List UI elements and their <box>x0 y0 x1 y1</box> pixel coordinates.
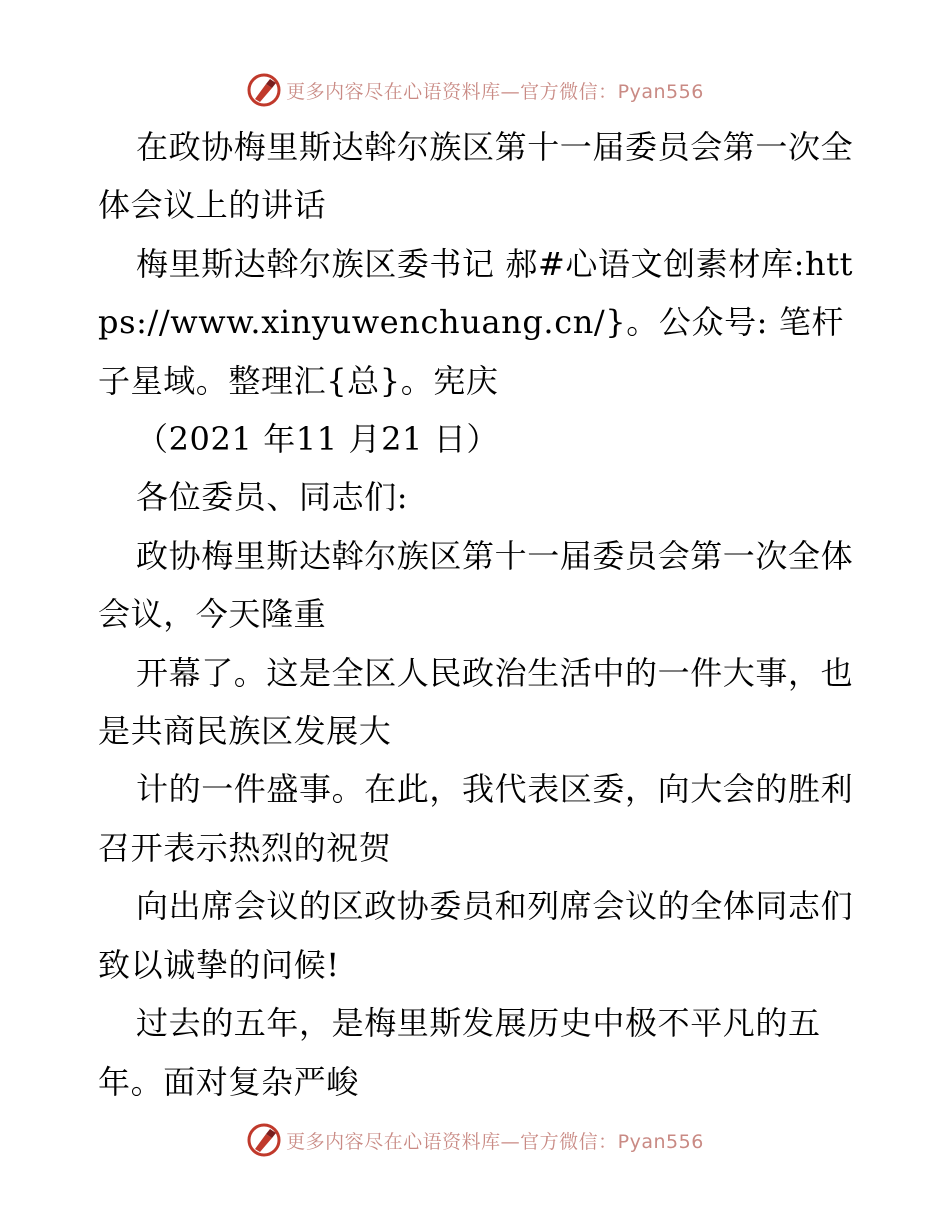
author-line-1: 梅里斯达斡尔族区委书记 郝#心语文创素材库: <box>136 244 805 283</box>
author-line <box>98 235 858 410</box>
paragraph-3-line-2: 利召开表示热烈的祝贺 <box>98 770 854 867</box>
paragraph-4-line-1: 向出席会议的区政协委员和列席会议的全体同志 <box>136 887 821 926</box>
pen-nib-circle-logo-icon <box>246 72 282 108</box>
header-banner <box>0 68 950 112</box>
author-line-2: https://www.xinyuwenchuang.cn/}。公众号: 笔 <box>98 244 854 342</box>
title-line-2: 全体会议上的讲话 <box>98 128 854 225</box>
document-title <box>98 118 858 235</box>
paragraph-2-line-1: 开幕了。这是全区人民政治生活中的一件大事， <box>136 653 821 692</box>
paragraph-3 <box>98 760 858 877</box>
footer-banner <box>0 1118 950 1162</box>
paragraph-4 <box>98 877 858 994</box>
paragraph-1-line-2: 体会议，今天隆重 <box>98 536 854 634</box>
footer-banner-text: 更多内容尽在心语资料库—官方微信：Pyan556 <box>286 1130 704 1153</box>
paragraph-4-line-2: 们致以诚挚的问候! <box>98 887 854 984</box>
author-line-3: 杆子星域。整理汇{总}。宪庆 <box>98 303 845 400</box>
header-banner-handle: Pyan556 <box>617 80 704 103</box>
paragraph-1-line-1: 政协梅里斯达斡尔族区第十一届委员会第一次全 <box>136 536 821 575</box>
paragraph-5-line-2: 年。面对复杂严峻 <box>98 1062 359 1101</box>
title-line-1: 在政协梅里斯达斡尔族区第十一届委员会第一次 <box>136 128 821 166</box>
header-banner-text: 更多内容尽在心语资料库—官方微信：Pyan556 <box>286 80 704 103</box>
paragraph-3-line-1: 计的一件盛事。在此，我代表区委，向大会的胜 <box>136 770 821 809</box>
paragraph-2 <box>98 644 858 761</box>
document-body <box>98 118 858 1111</box>
salutation: 各位委员、同志们: <box>136 478 409 517</box>
pen-nib-circle-logo-icon <box>246 1122 282 1158</box>
paragraph-5 <box>98 994 858 1111</box>
paragraph-5-line-1: 过去的五年，是梅里斯发展历史中极不平凡的五 <box>136 1004 821 1043</box>
document-date: （2021 年11 月21 日） <box>136 420 499 459</box>
paragraph-1 <box>98 527 858 644</box>
footer-banner-handle: Pyan556 <box>617 1130 704 1153</box>
paragraph-2-line-2: 也是共商民族区发展大 <box>98 653 854 751</box>
